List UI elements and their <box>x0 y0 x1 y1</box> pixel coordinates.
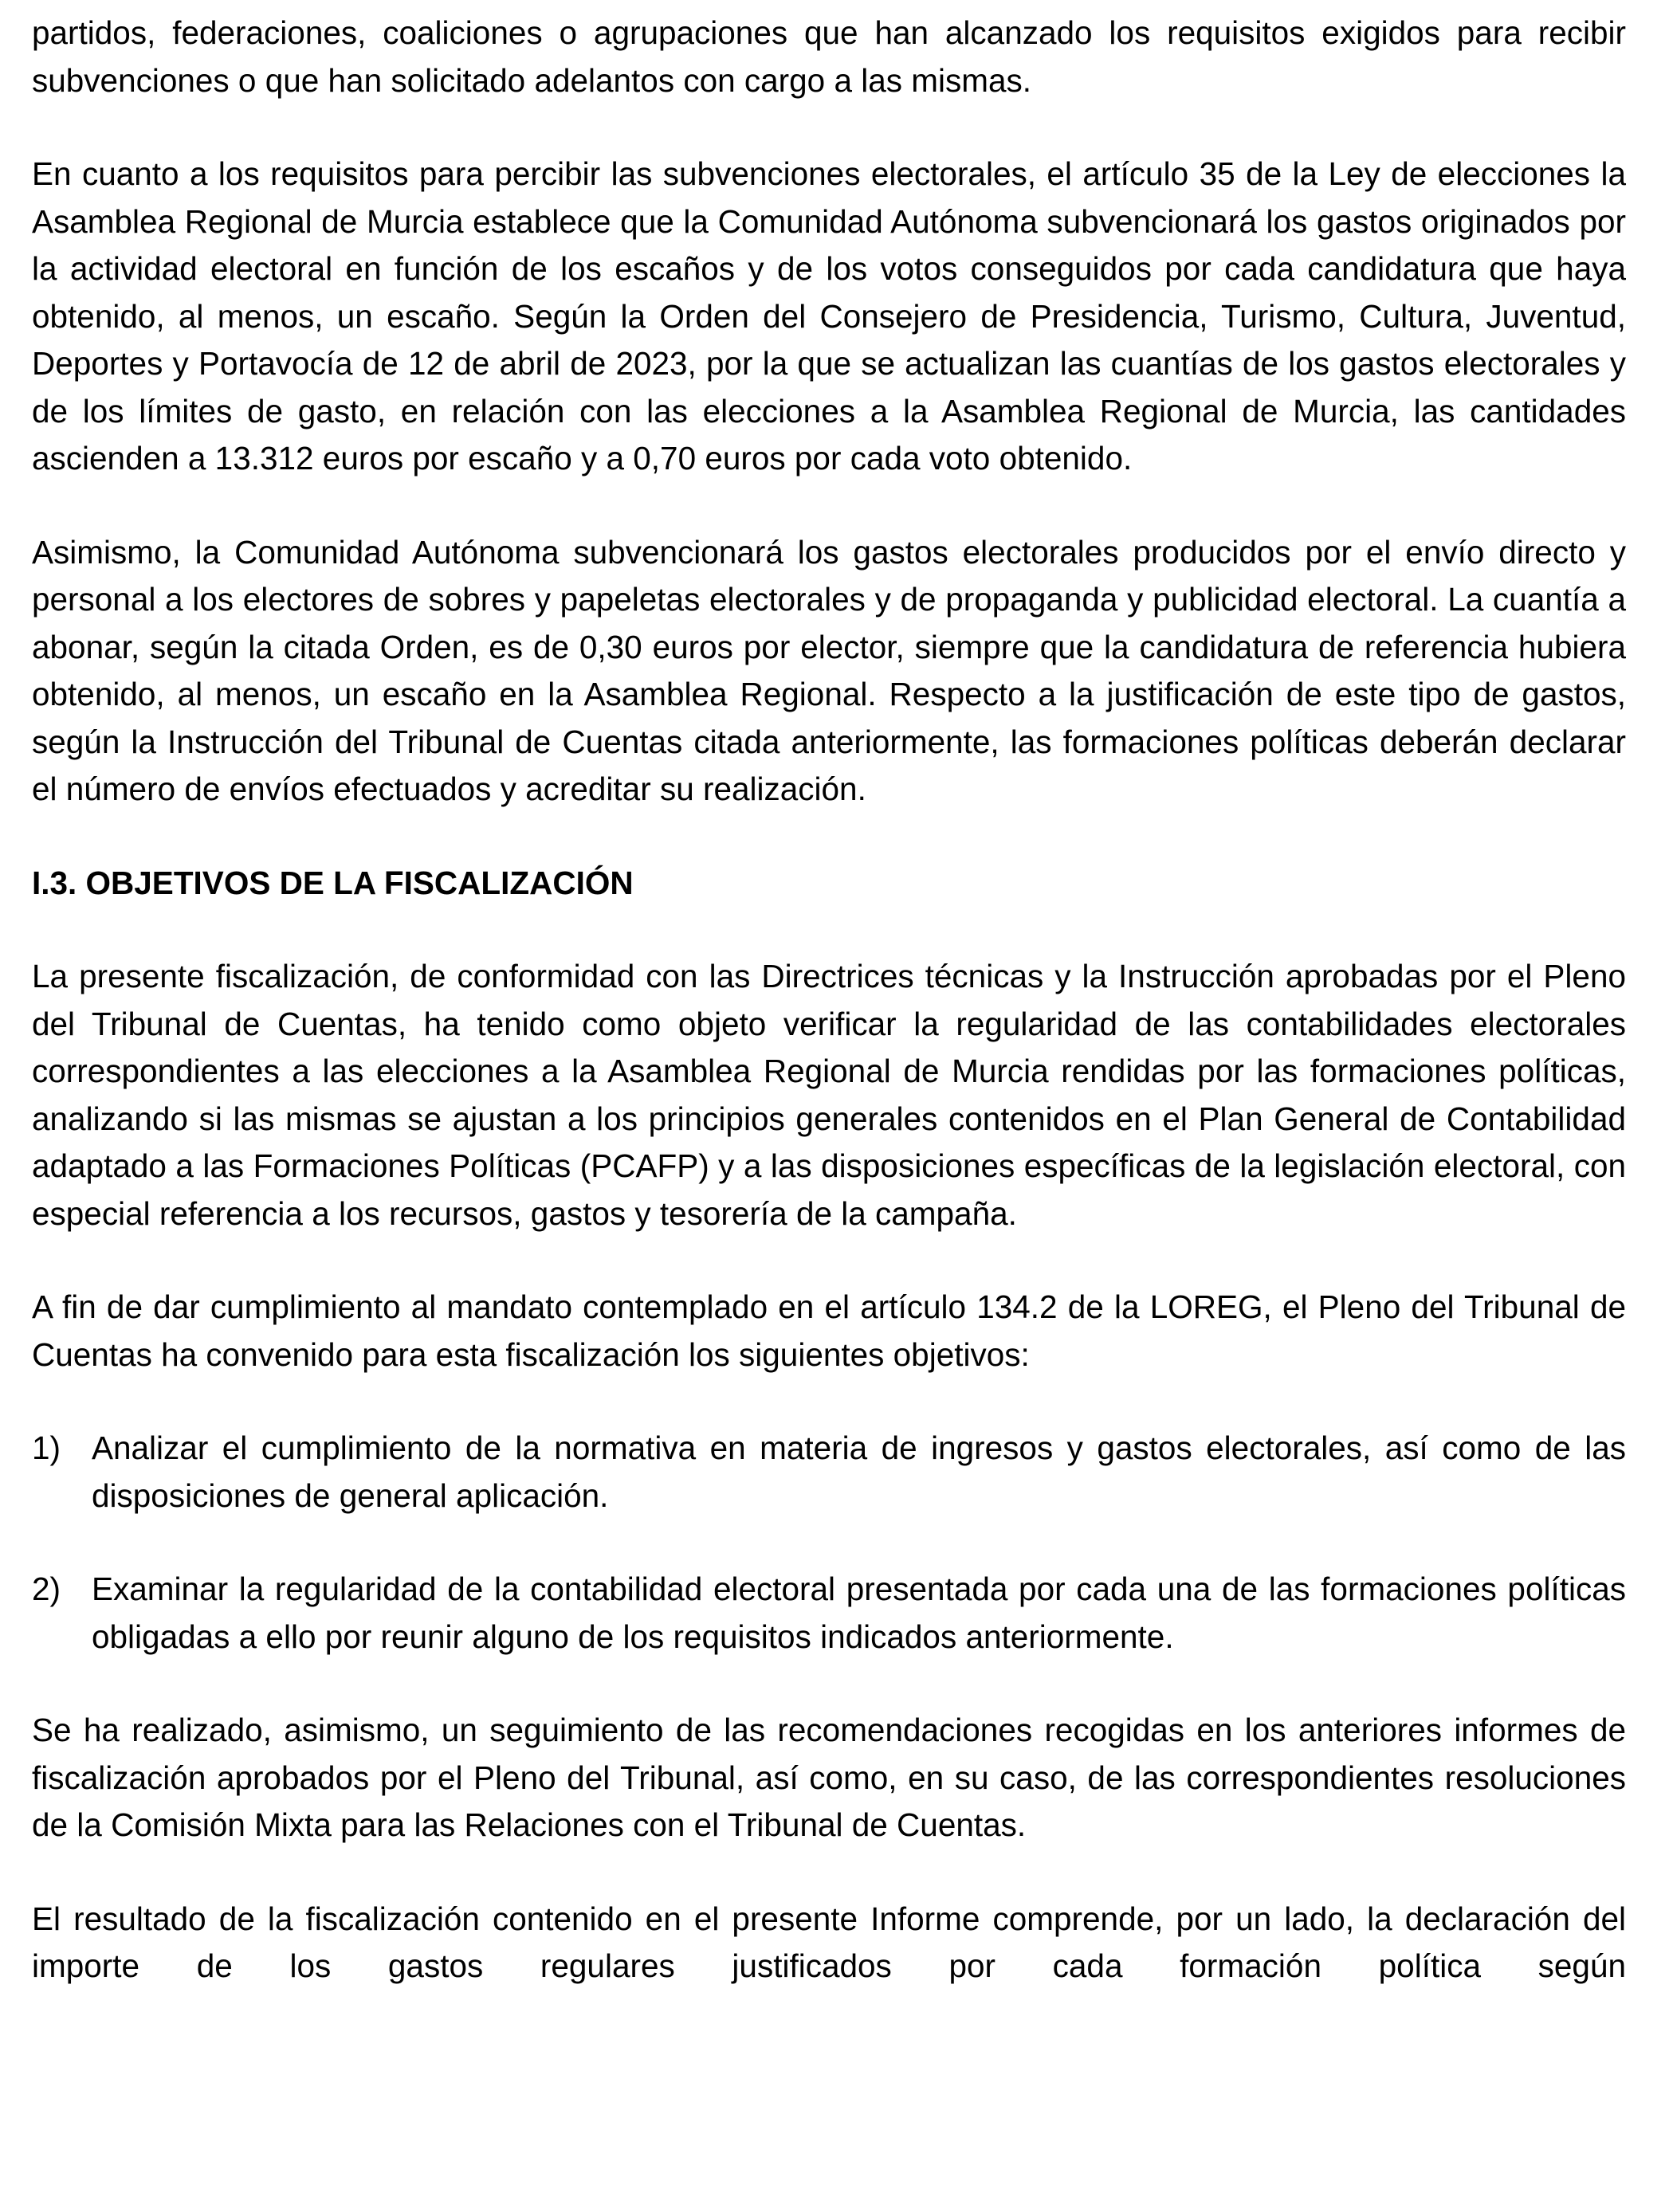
list-number: 1) <box>32 1430 61 1466</box>
document-page <box>32 10 1626 2037</box>
list-text: Analizar el cumplimiento de la normativa en materia de ingresos y gastos electorales, así como de las disposiciones de general aplicación. <box>92 1430 1626 1514</box>
paragraph-objeto-fiscalizacion: La presente fiscalización, de conformidad con las Directrices técnicas y la Instrucción aprobadas por el Pleno del Tribunal de Cuentas, ha tenido como objeto verificar la regularidad de las contabilidades electorales correspondientes a las elecciones a la Asamblea Regional de Murcia rendidas por las formaciones políticas, analizando si las mismas se ajustan a los principios generales contenidos en el Plan General de Contabilidad adaptado a las Formaciones Políticas (PCAFP) y a las disposiciones específicas de la legislación electoral, con especial referencia a los recursos, gastos y tesorería de la campaña. <box>32 958 1626 1232</box>
objective-list-item <box>32 1425 1626 1520</box>
paragraph-envio-directo: Asimismo, la Comunidad Autónoma subvencionará los gastos electorales producidos por el envío directo y personal a los electores de sobres y papeletas electorales y de propaganda y publicidad electoral. La cuantía a abonar, según la citada Orden, es de 0,30 euros por elector, siempre que la candidatura de referencia hubiera obtenido, al menos, un escaño en la Asamblea Regional. Respecto a la justificación de este tipo de gastos, según la Instrucción del Tribunal de Cuentas citada anteriormente, las formaciones políticas deberán declarar el número de envíos efectuados y acreditar su realización. <box>32 533 1626 807</box>
paragraph-resultado-fiscalizacion: El resultado de la fiscalización contenido en el presente Informe comprende, por un lado, la declaración del importe de los gastos regulares justificados por cada formación política según <box>32 1900 1626 1984</box>
objective-list-item <box>32 1566 1626 1661</box>
paragraph-subvenciones-intro: partidos, federaciones, coaliciones o agrupaciones que han alcanzado los requisitos exigidos para recibir subvenciones o que han solicitado adelantos con cargo a las mismas. <box>32 14 1626 99</box>
paragraph-requisitos-subvenciones: En cuanto a los requisitos para percibir las subvenciones electorales, el artículo 35 de la Ley de elecciones la Asamblea Regional de Murcia establece que la Comunidad Autónoma subvencionará los gastos originados por la actividad electoral en función de los escaños y de los votos conseguidos por cada candidatura que haya obtenido, al menos, un escaño. Según la Orden del Consejero de Presidencia, Turismo, Cultura, Juventud, Deportes y Portavocía de 12 de abril de 2023, por la que se actualizan las cuantías de los gastos electorales y de los límites de gasto, en relación con las elecciones a la Asamblea Regional de Murcia, las cantidades ascienden a 13.312 euros por escaño y a 0,70 euros por cada voto obtenido. <box>32 155 1626 477</box>
list-text: Examinar la regularidad de la contabilidad electoral presentada por cada una de las formaciones políticas obligadas a ello por reunir alguno de los requisitos indicados anteriormente. <box>92 1571 1626 1655</box>
paragraph-seguimiento-recomendaciones: Se ha realizado, asimismo, un seguimiento de las recomendaciones recogidas en los anteriores informes de fiscalización aprobados por el Pleno del Tribunal, así como, en su caso, de las correspondientes resoluciones de la Comisión Mixta para las Relaciones con el Tribunal de Cuentas. <box>32 1712 1626 1843</box>
list-number: 2) <box>32 1571 61 1607</box>
section-heading: I.3. OBJETIVOS DE LA FISCALIZACIÓN <box>32 864 634 901</box>
paragraph-mandato-loreg: A fin de dar cumplimiento al mandato contemplado en el artículo 134.2 de la LOREG, el Pleno del Tribunal de Cuentas ha convenido para esta fiscalización los siguientes objetivos: <box>32 1288 1626 1373</box>
